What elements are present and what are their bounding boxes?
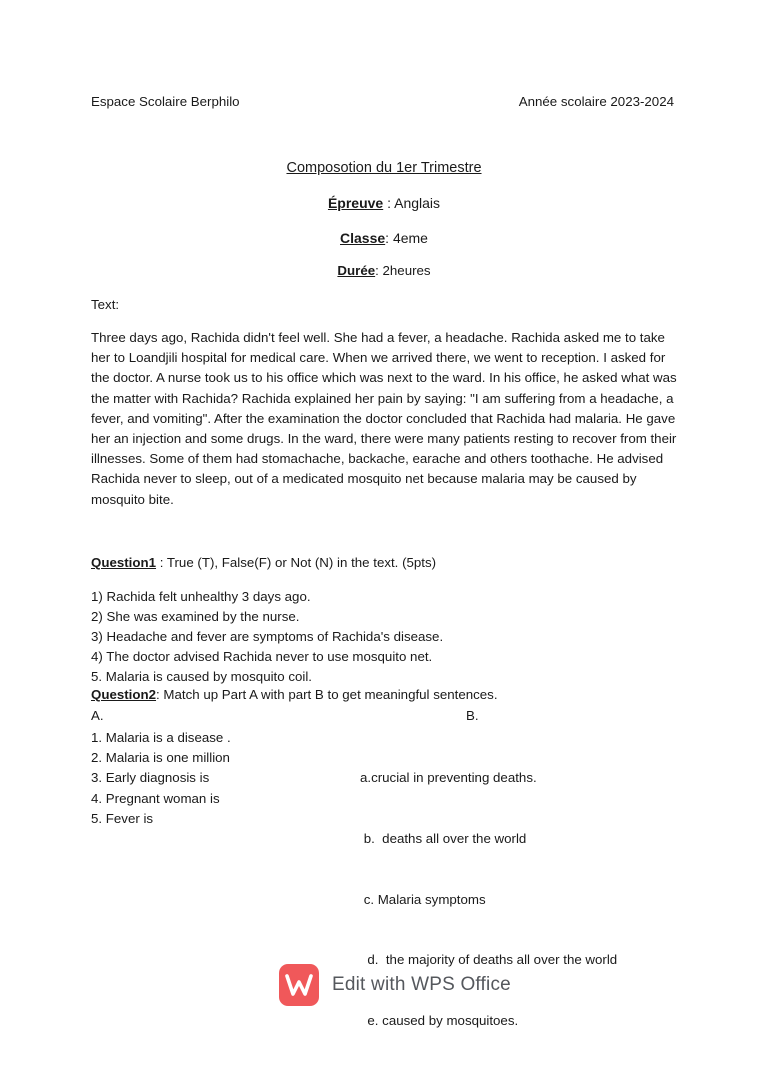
- part-b-list: [360, 728, 617, 1071]
- subject-value: : Anglais: [383, 195, 441, 211]
- question2-label: Question2: [91, 687, 157, 702]
- subject-line: [0, 195, 768, 211]
- list-item: 5. Malaria is caused by mosquito coil.: [91, 669, 312, 685]
- exam-title: Composotion du 1er Trimestre: [286, 160, 482, 176]
- list-item: 3. Early diagnosis is: [91, 770, 210, 786]
- reading-passage: Three days ago, Rachida didn't feel well. She had a fever, a headache. Rachida asked me to take her to Loandjili hospital for medical care. When we arrived there, we went to reception. I asked for the doctor. A nurse took us to his office which was next to the ward. In his office, he asked what was the matter with Rachida? Rachida explained her pain by saying: "I am suffering from a headache, a fever, and vomiting". After the examination the doctor concluded that Rachida had malaria. He gave her an injection and some drugs. In the ward, there were many patients resting to recover from their illnesses. Some of them had stomachache, backache, earache and others toothache. He advised Rachida never to sleep, out of a medicated mosquito net because malaria may be caused by mosquito bite.: [91, 330, 677, 507]
- list-item: 4. Pregnant woman is: [91, 790, 220, 806]
- list-item: e. caused by mosquitoes.: [360, 1012, 519, 1028]
- list-item: b. deaths all over the world: [360, 831, 527, 847]
- duration-value: : 2heures: [375, 263, 431, 278]
- question2-heading: [91, 687, 498, 702]
- page-header: [91, 94, 674, 109]
- part-a-list: [91, 728, 231, 829]
- school-year: Année scolaire 2023-2024: [518, 94, 674, 109]
- question1-list: [91, 587, 443, 687]
- list-item: 5. Fever is: [91, 810, 154, 826]
- wps-watermark-text: Edit with WPS Office: [332, 974, 511, 995]
- list-item: 1. Malaria is a disease .: [91, 730, 231, 745]
- question1-instruction: : True (T), False(F) or Not (N) in the text. (5pts): [156, 555, 437, 570]
- text-label: Text:: [91, 297, 120, 312]
- class-line: [0, 230, 768, 246]
- subject-label: Épreuve: [327, 195, 384, 211]
- list-item: 2) She was examined by the nurse.: [91, 609, 300, 625]
- list-item: 3) Headache and fever are symptoms of Rachida's disease.: [91, 629, 444, 645]
- part-b-heading: B.: [466, 708, 479, 723]
- list-item: d. the majority of deaths all over the world: [360, 952, 618, 968]
- list-item: c. Malaria symptoms: [360, 891, 486, 907]
- list-item: 1) Rachida felt unhealthy 3 days ago.: [91, 589, 311, 604]
- wps-watermark[interactable]: [279, 964, 511, 1006]
- question1-label: Question1: [91, 555, 157, 570]
- duration-line: [0, 263, 768, 278]
- class-value: : 4eme: [385, 230, 428, 246]
- question2-instruction: : Match up Part A with part B to get meaningful sentences.: [156, 687, 498, 702]
- school-name: Espace Scolaire Berphilo: [91, 94, 240, 109]
- question1-heading: [91, 555, 436, 570]
- list-item: 4) The doctor advised Rachida never to use mosquito net.: [91, 649, 433, 665]
- duration-label: Durée: [337, 263, 376, 278]
- wps-logo-icon: [279, 964, 319, 1006]
- part-a-heading: A.: [91, 708, 104, 723]
- class-label: Classe: [340, 230, 386, 246]
- list-item: 2. Malaria is one million: [91, 750, 230, 766]
- list-item: a.crucial in preventing deaths.: [360, 770, 537, 786]
